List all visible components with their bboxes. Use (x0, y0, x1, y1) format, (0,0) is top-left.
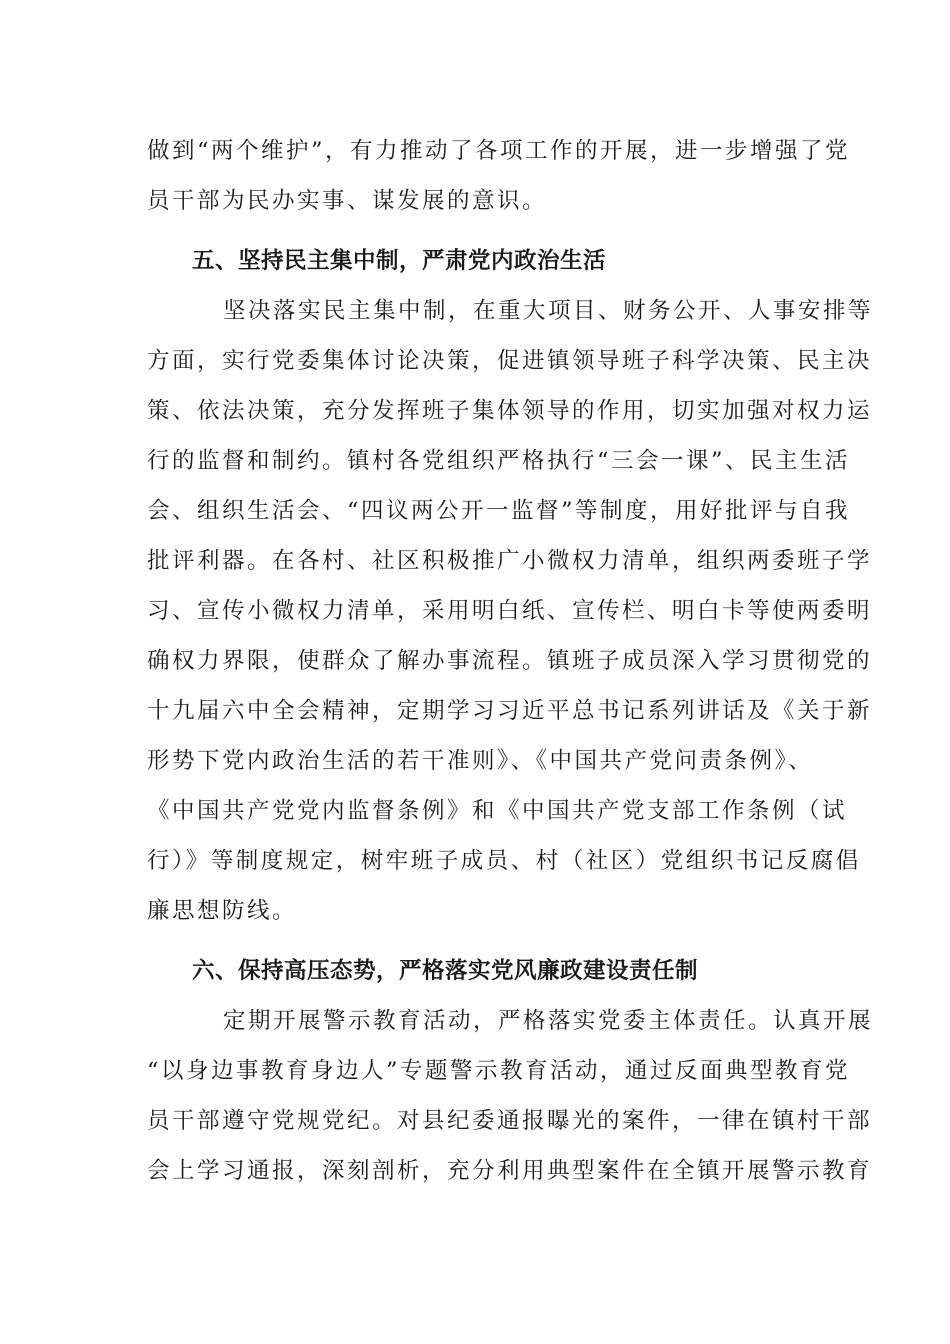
body-text-line: 行的监督和制约。镇村各党组织严格执行“三会一课”、民主生活 (147, 448, 851, 474)
body-text-line: 习、宣传小微权力清单，采用明白纸、宣传栏、明白卡等使两委明 (147, 598, 873, 624)
body-text-line: 员干部为民办实事、谋发展的意识。 (147, 188, 548, 214)
section-heading-5: 五、坚持民主集中制，严肃党内政治生活 (192, 248, 607, 274)
body-text-line: 廉思想防线。 (147, 898, 298, 924)
body-text-line: 行）》等制度规定，树牢班子成员、村（社区）党组织书记反腐倡 (147, 848, 861, 874)
body-text-line: 定期开展警示教育活动，严格落实党委主体责任。认真开展 (223, 1008, 874, 1034)
body-text-line: 坚决落实民主集中制，在重大项目、财务公开、人事安排等 (223, 298, 874, 324)
section-heading-6: 六、保持高压态势，严格落实党风廉政建设责任制 (192, 958, 699, 984)
body-text-line: 形势下党内政治生活的若干准则》、《中国共产党问责条例》、 (147, 748, 814, 774)
body-text-line: 会、组织生活会、“四议两公开一监督”等制度，用好批评与自我 (147, 498, 851, 524)
body-text-line: 做到“两个维护”，有力推动了各项工作的开展，进一步增强了党 (147, 138, 851, 164)
body-text-line: 员干部遵守党规党纪。对县纪委通报曝光的案件，一律在镇村干部 (147, 1108, 873, 1134)
body-text-line: 会上学习通报，深刻剖析，充分利用典型案件在全镇开展警示教育 (147, 1158, 873, 1184)
body-text-line: 《中国共产党党内监督条例》和《中国共产党支部工作条例（试 (147, 798, 848, 824)
body-text-line: 策、依法决策，充分发挥班子集体领导的作用，切实加强对权力运 (147, 398, 873, 424)
body-text-line: 方面，实行党委集体讨论决策，促进镇领导班子科学决策、民主决 (147, 348, 873, 374)
body-text-line: “以身边事教育身边人”专题警示教育活动，通过反面典型教育党 (147, 1058, 851, 1084)
body-text-line: 批评利器。在各村、社区积极推广小微权力清单，组织两委班子学 (147, 548, 873, 574)
body-text-line: 确权力界限，使群众了解办事流程。镇班子成员深入学习贯彻党的 (147, 648, 873, 674)
body-text-line: 十九届六中全会精神，定期学习习近平总书记系列讲话及《关于新 (147, 698, 873, 724)
